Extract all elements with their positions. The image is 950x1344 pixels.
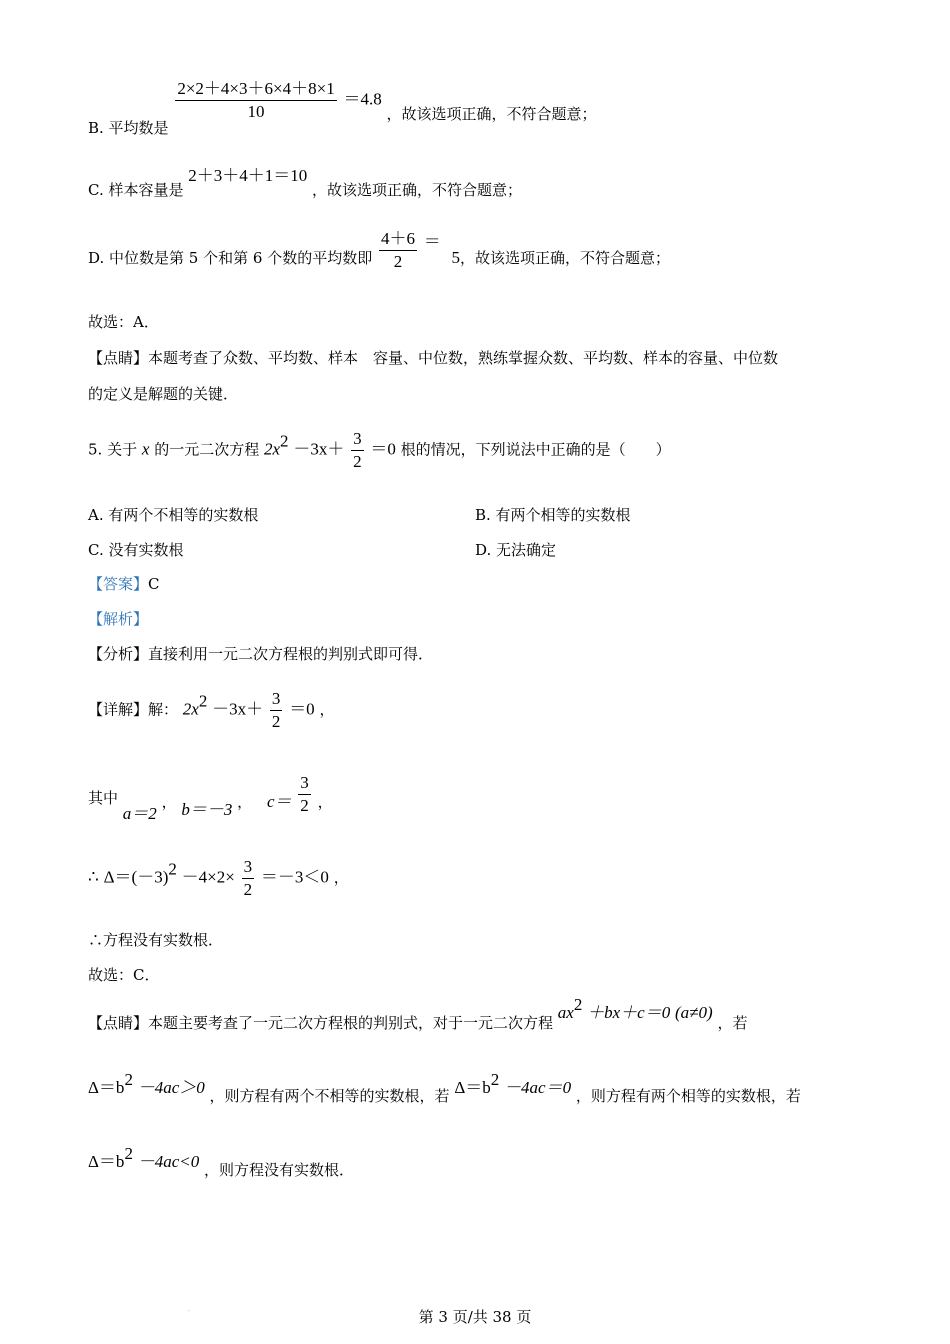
- option-d-suffix: ，故该选项正确，不符合题意；: [460, 248, 671, 267]
- coefficient-a: a＝2: [122, 803, 157, 823]
- equation-part: Δ＝b: [88, 1078, 125, 1097]
- analysis-text: 【分析】直接利用一元二次方程根的判别式即可得．: [88, 645, 434, 663]
- delta-fraction: [242, 856, 255, 901]
- option-b: B. 有两个相等的实数根: [475, 506, 631, 524]
- equation-part: －4ac＞0: [137, 1078, 205, 1097]
- comment-2-line-2: [88, 1070, 801, 1105]
- equation-part: －4×2×: [181, 867, 235, 887]
- comment-2-line-1: [88, 995, 748, 1032]
- equation-part: Δ＝(－3): [103, 867, 169, 887]
- fraction-denominator: 2: [271, 712, 281, 731]
- exponent: 2: [573, 995, 583, 1014]
- question-5-suffix: 根的情况，下列说法中正确的是（ ）: [400, 440, 671, 459]
- comment-2-mid: ，则方程有两个不相等的实数根，若: [209, 1087, 450, 1105]
- option-d-fraction: [379, 228, 417, 273]
- separator: ，: [237, 792, 253, 811]
- comment-2-suffix: ，则方程有两个相等的实数根，若: [575, 1087, 801, 1105]
- question-5-variable: x: [141, 439, 150, 459]
- delta-end: ，: [333, 868, 349, 887]
- exponent: 2: [124, 1144, 133, 1163]
- question-5-prefix: 5. 关于: [88, 440, 138, 459]
- question-5-mid: 的一元二次方程: [154, 440, 260, 459]
- fraction-numerator: 2×2＋4×3＋6×4＋8×1: [175, 78, 336, 101]
- exponent: 2: [168, 859, 177, 879]
- exponent: 2: [280, 431, 289, 451]
- option-b-line: [88, 78, 597, 137]
- equation-part: ＝－3＜0: [260, 867, 329, 887]
- fraction-numerator: 3: [298, 772, 311, 795]
- equation-part: －4ac<0: [137, 1152, 200, 1171]
- option-d-equals: ＝: [423, 231, 441, 251]
- option-c-prefix: C. 样本容量是: [88, 181, 184, 199]
- equation-part: －3x＋: [293, 439, 345, 459]
- analysis-tag: 【解析】: [88, 610, 149, 628]
- exponent: 2: [124, 1070, 133, 1089]
- fraction-denominator: 2: [353, 452, 362, 471]
- equation-part: Δ＝b: [454, 1078, 491, 1097]
- equation-part: ax: [557, 1003, 574, 1022]
- equation-part: (a≠0): [675, 1003, 713, 1022]
- coefficients-end: ，: [317, 792, 333, 811]
- choice-a-statement: 故选：A．: [88, 313, 159, 331]
- coefficient-c: c＝: [266, 791, 292, 811]
- equation-part: 2x: [264, 439, 281, 459]
- fraction-numerator: 3: [270, 688, 283, 711]
- equation-part: －4ac＝0: [504, 1078, 572, 1097]
- option-a: A. 有两个不相等的实数根: [88, 506, 259, 524]
- detail-fraction: [270, 688, 283, 733]
- comment-1-line-2: 的定义是解题的关键．: [88, 385, 239, 403]
- option-b-suffix: ，故该选项正确，不符合题意；: [386, 104, 597, 123]
- fraction-denominator: 2: [393, 252, 403, 271]
- coefficients-line: [88, 772, 333, 823]
- detail-tag: 【详解】解：: [88, 700, 179, 719]
- comment-2-suffix: ，若: [717, 1014, 748, 1032]
- coefficients-prefix: 其中: [88, 788, 119, 807]
- detail-end: ，: [319, 700, 335, 719]
- option-c: C. 没有实数根: [88, 541, 184, 559]
- fraction-denominator: 2: [243, 880, 253, 899]
- option-b-prefix: B. 平均数是: [88, 118, 169, 137]
- footer-dot: .: [188, 1306, 190, 1313]
- equation-end: ＝0: [370, 439, 396, 459]
- coefficient-b: b＝－3: [181, 799, 233, 819]
- question-5-fraction: [351, 428, 364, 473]
- option-c-line: [88, 166, 523, 199]
- page-footer: 第 3 页/共 38 页: [418, 1308, 532, 1326]
- exponent: 2: [490, 1070, 500, 1089]
- fraction-numerator: 4＋6: [379, 228, 417, 251]
- equation-part: ＋bx＋c＝0: [587, 1003, 671, 1022]
- conclusion: ∴方程没有实数根．: [88, 931, 224, 949]
- fraction-numerator: 3: [351, 428, 364, 451]
- comment-2-suffix: ，则方程没有实数根．: [204, 1161, 355, 1179]
- fraction-denominator: 10: [247, 102, 265, 121]
- fraction-denominator: 2: [300, 796, 309, 815]
- answer-line: [88, 574, 160, 594]
- answer-value: C: [148, 575, 160, 593]
- option-d-prefix: D. 中位数是第 5 个和第 6 个数的平均数即: [88, 248, 373, 267]
- equation-end: ＝0: [289, 699, 315, 719]
- option-d-result: 5: [451, 247, 461, 267]
- exponent: 2: [198, 691, 208, 711]
- separator: ，: [161, 792, 177, 811]
- question-5: [88, 428, 671, 473]
- option-b-result: ＝4.8: [343, 89, 382, 109]
- choice-c-statement: 故选：C．: [88, 966, 160, 984]
- option-c-expression: 2＋3＋4＋1＝10: [188, 166, 308, 185]
- detail-line: [88, 688, 334, 733]
- equation-part: 2x: [182, 699, 199, 719]
- option-d: D. 无法确定: [475, 541, 557, 559]
- option-c-suffix: ，故该选项正确，不符合题意；: [312, 181, 523, 199]
- comment-2-line-3: [88, 1144, 355, 1179]
- option-b-fraction: [175, 78, 336, 123]
- therefore-symbol: ∴: [88, 867, 99, 887]
- equation-part: －3x＋: [212, 699, 264, 719]
- comment-1-line-1: 【点睛】本题考查了众数、平均数、样本 容量、中位数，熟练掌握众数、平均数、样本的容量、中位数: [88, 349, 779, 367]
- answer-tag: 【答案】: [88, 575, 149, 593]
- coefficient-c-fraction: [298, 772, 311, 817]
- fraction-numerator: 3: [242, 856, 255, 879]
- equation-part: Δ＝b: [88, 1152, 125, 1171]
- comment-2-prefix: 【点睛】本题主要考查了一元二次方程根的判别式，对于一元二次方程: [88, 1014, 554, 1032]
- option-d-line: [88, 228, 670, 273]
- delta-line: [88, 856, 349, 901]
